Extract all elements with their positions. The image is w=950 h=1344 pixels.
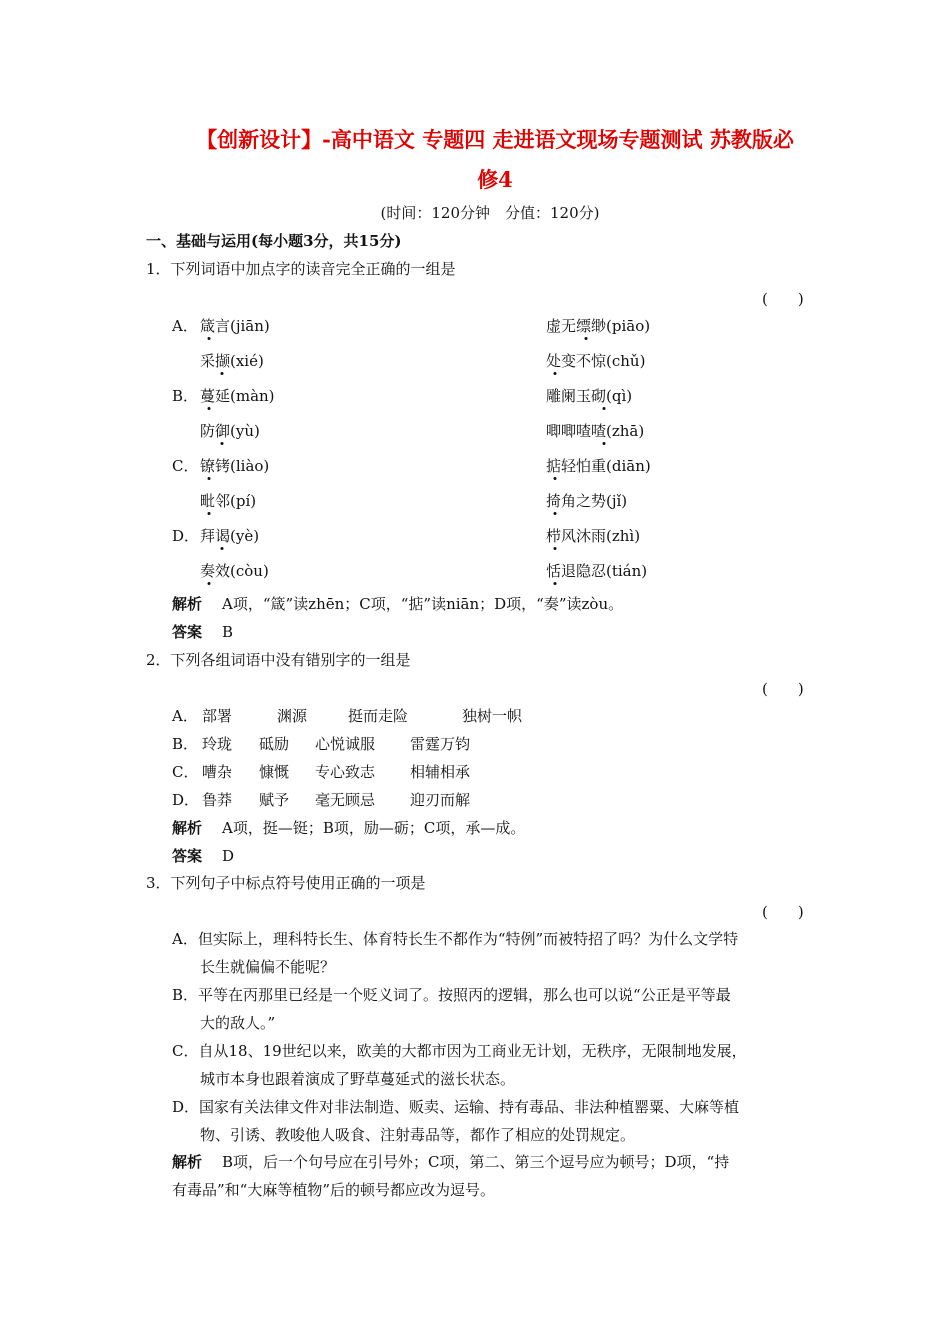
emphasis-dot bbox=[214, 353, 229, 369]
q1-option-b-right1: 雕阑玉砌(qì) bbox=[546, 387, 633, 405]
q1-answer-label: 答案 bbox=[172, 623, 203, 641]
q1-option-c-right2: 掎角之势(jǐ) bbox=[546, 492, 628, 510]
emphasis-dot bbox=[201, 318, 216, 334]
q1-stem: 1．下列词语中加点字的读音完全正确的一组是 bbox=[146, 260, 456, 278]
emphasis-dot bbox=[214, 423, 229, 439]
q2-option-d-word4: 迎刃而解 bbox=[410, 791, 471, 809]
q3-analysis-line1: B项，后一个句号应在引号外；C项，第二、第三个逗号应为顿号；D项，“持 bbox=[222, 1153, 730, 1171]
q2-option-d-word3: 毫无顾忌 bbox=[315, 791, 376, 809]
q2-option-b-word2: 砥励 bbox=[259, 735, 290, 753]
emphasis-dot bbox=[578, 318, 593, 334]
q2-answer-blank: ( ) bbox=[762, 680, 804, 698]
q2-option-c-word3: 专心致志 bbox=[315, 763, 376, 781]
q3-option-d-line2: 物、引诱、教唆他人吸食、注射毒品等，都作了相应的处罚规定。 bbox=[200, 1126, 636, 1144]
emphasis-dot bbox=[547, 528, 562, 544]
q3-option-a-line2: 长生就偏偏不能呢？ bbox=[200, 958, 336, 976]
q2-option-a-label: A． bbox=[172, 707, 198, 725]
q1-option-c-label: C． bbox=[172, 457, 199, 475]
q2-answer: D bbox=[222, 847, 235, 865]
q1-answer: B bbox=[222, 623, 234, 641]
q2-option-a-word4: 独树一帜 bbox=[462, 707, 523, 725]
q3-analysis-label: 解析 bbox=[172, 1153, 203, 1171]
q2-stem: 2．下列各组词语中没有错别字的一组是 bbox=[146, 651, 411, 669]
emphasis-dot bbox=[201, 458, 216, 474]
q1-option-a-label: A． bbox=[172, 317, 198, 335]
q1-analysis-label: 解析 bbox=[172, 595, 203, 613]
q1-option-c-left2: 毗邻(pí) bbox=[200, 492, 257, 510]
q1-option-d-left2: 奏效(còu) bbox=[200, 562, 269, 580]
q1-option-a-left2: 采撷(xié) bbox=[200, 352, 264, 370]
emphasis-dot bbox=[596, 423, 611, 439]
q2-option-d-word1: 鲁莽 bbox=[202, 791, 233, 809]
q3-answer-blank: ( ) bbox=[762, 903, 804, 921]
document-title-line2: 修4 bbox=[477, 167, 513, 192]
emphasis-dot bbox=[201, 493, 216, 509]
q2-option-c-word4: 相辅相承 bbox=[410, 763, 471, 781]
q3-option-c-line2: 城市本身也跟着演成了野草蔓延式的滋长状态。 bbox=[200, 1070, 516, 1088]
emphasis-dot bbox=[214, 528, 229, 544]
emphasis-dot bbox=[547, 353, 562, 369]
q1-option-a-right1: 虚无缥缈(piāo) bbox=[546, 317, 651, 335]
q2-option-a-word2: 渊源 bbox=[277, 707, 308, 725]
q1-analysis: A项，“箴”读zhēn；C项，“掂”读niān；D项，“奏”读zòu。 bbox=[222, 595, 624, 613]
q1-option-c-right1: 掂轻怕重(diān) bbox=[546, 457, 651, 475]
q1-option-a-left1: 箴言(jiān) bbox=[200, 317, 270, 335]
q3-option-a-line1: A．但实际上，理科特长生、体育特长生不都作为“特例”而被特招了吗？为什么文学特 bbox=[172, 930, 739, 948]
q1-option-d-right2: 恬退隐忍(tián) bbox=[546, 562, 648, 580]
q3-option-b-line2: 大的敌人。” bbox=[200, 1014, 276, 1032]
q3-option-d-line1: D．国家有关法律文件对非法制造、贩卖、运输、持有毒品、非法种植罂粟、大麻等植 bbox=[172, 1098, 740, 1116]
q2-option-a-word1: 部署 bbox=[202, 707, 233, 725]
q1-option-b-label: B． bbox=[172, 387, 199, 405]
q2-option-b-word1: 玲珑 bbox=[202, 735, 233, 753]
emphasis-dot bbox=[547, 563, 562, 579]
q1-option-b-left1: 蔓延(màn) bbox=[200, 387, 275, 405]
q2-option-c-word1: 嘈杂 bbox=[202, 763, 233, 781]
document-title-line1: 【创新设计】-高中语文 专题四 走进语文现场专题测试 苏教版必 bbox=[196, 127, 794, 152]
q1-option-b-right2: 唧唧喳喳(zhā) bbox=[546, 422, 645, 440]
q1-option-d-label: D． bbox=[172, 527, 200, 545]
q2-option-b-word3: 心悦诚服 bbox=[315, 735, 376, 753]
q3-analysis-line2: 有毒品”和“大麻等植物”后的顿号都应改为逗号。 bbox=[172, 1181, 496, 1199]
q1-option-a-right2: 处变不惊(chǔ) bbox=[546, 352, 646, 370]
q3-stem: 3．下列句子中标点符号使用正确的一项是 bbox=[146, 874, 426, 892]
emphasis-dot bbox=[596, 388, 611, 404]
q2-answer-label: 答案 bbox=[172, 847, 203, 865]
time-score-info: (时间：120分钟 分值：120分) bbox=[380, 204, 600, 222]
q2-option-b-word4: 雷霆万钧 bbox=[410, 735, 471, 753]
q3-option-b-line1: B．平等在丙那里已经是一个贬义词了。按照丙的逻辑，那么也可以说“公正是平等最 bbox=[172, 986, 731, 1004]
emphasis-dot bbox=[547, 493, 562, 509]
section-heading: 一、基础与运用(每小题3分，共15分) bbox=[146, 232, 402, 250]
q1-option-d-right1: 栉风沐雨(zhì) bbox=[546, 527, 641, 545]
q2-option-a-word3: 挺而走险 bbox=[348, 707, 409, 725]
q2-option-b-label: B． bbox=[172, 735, 199, 753]
emphasis-dot bbox=[547, 458, 562, 474]
q2-option-d-label: D． bbox=[172, 791, 200, 809]
q1-option-d-left1: 拜谒(yè) bbox=[200, 527, 260, 545]
q3-option-c-line1: C．自从18、19世纪以来，欧美的大都市因为工商业无计划，无秩序，无限制地发展， bbox=[172, 1042, 747, 1060]
emphasis-dot bbox=[201, 388, 216, 404]
q2-option-c-label: C． bbox=[172, 763, 199, 781]
q2-option-d-word2: 赋予 bbox=[259, 791, 290, 809]
emphasis-dot bbox=[201, 563, 216, 579]
q1-option-b-left2: 防御(yù) bbox=[200, 422, 260, 440]
q2-analysis-label: 解析 bbox=[172, 819, 203, 837]
q1-option-c-left1: 镣铐(liào) bbox=[200, 457, 270, 475]
q2-analysis: A项，挺—铤；B项，励—砺；C项，承—成。 bbox=[222, 819, 526, 837]
q1-answer-blank: ( ) bbox=[762, 290, 804, 308]
q2-option-c-word2: 慷慨 bbox=[259, 763, 290, 781]
